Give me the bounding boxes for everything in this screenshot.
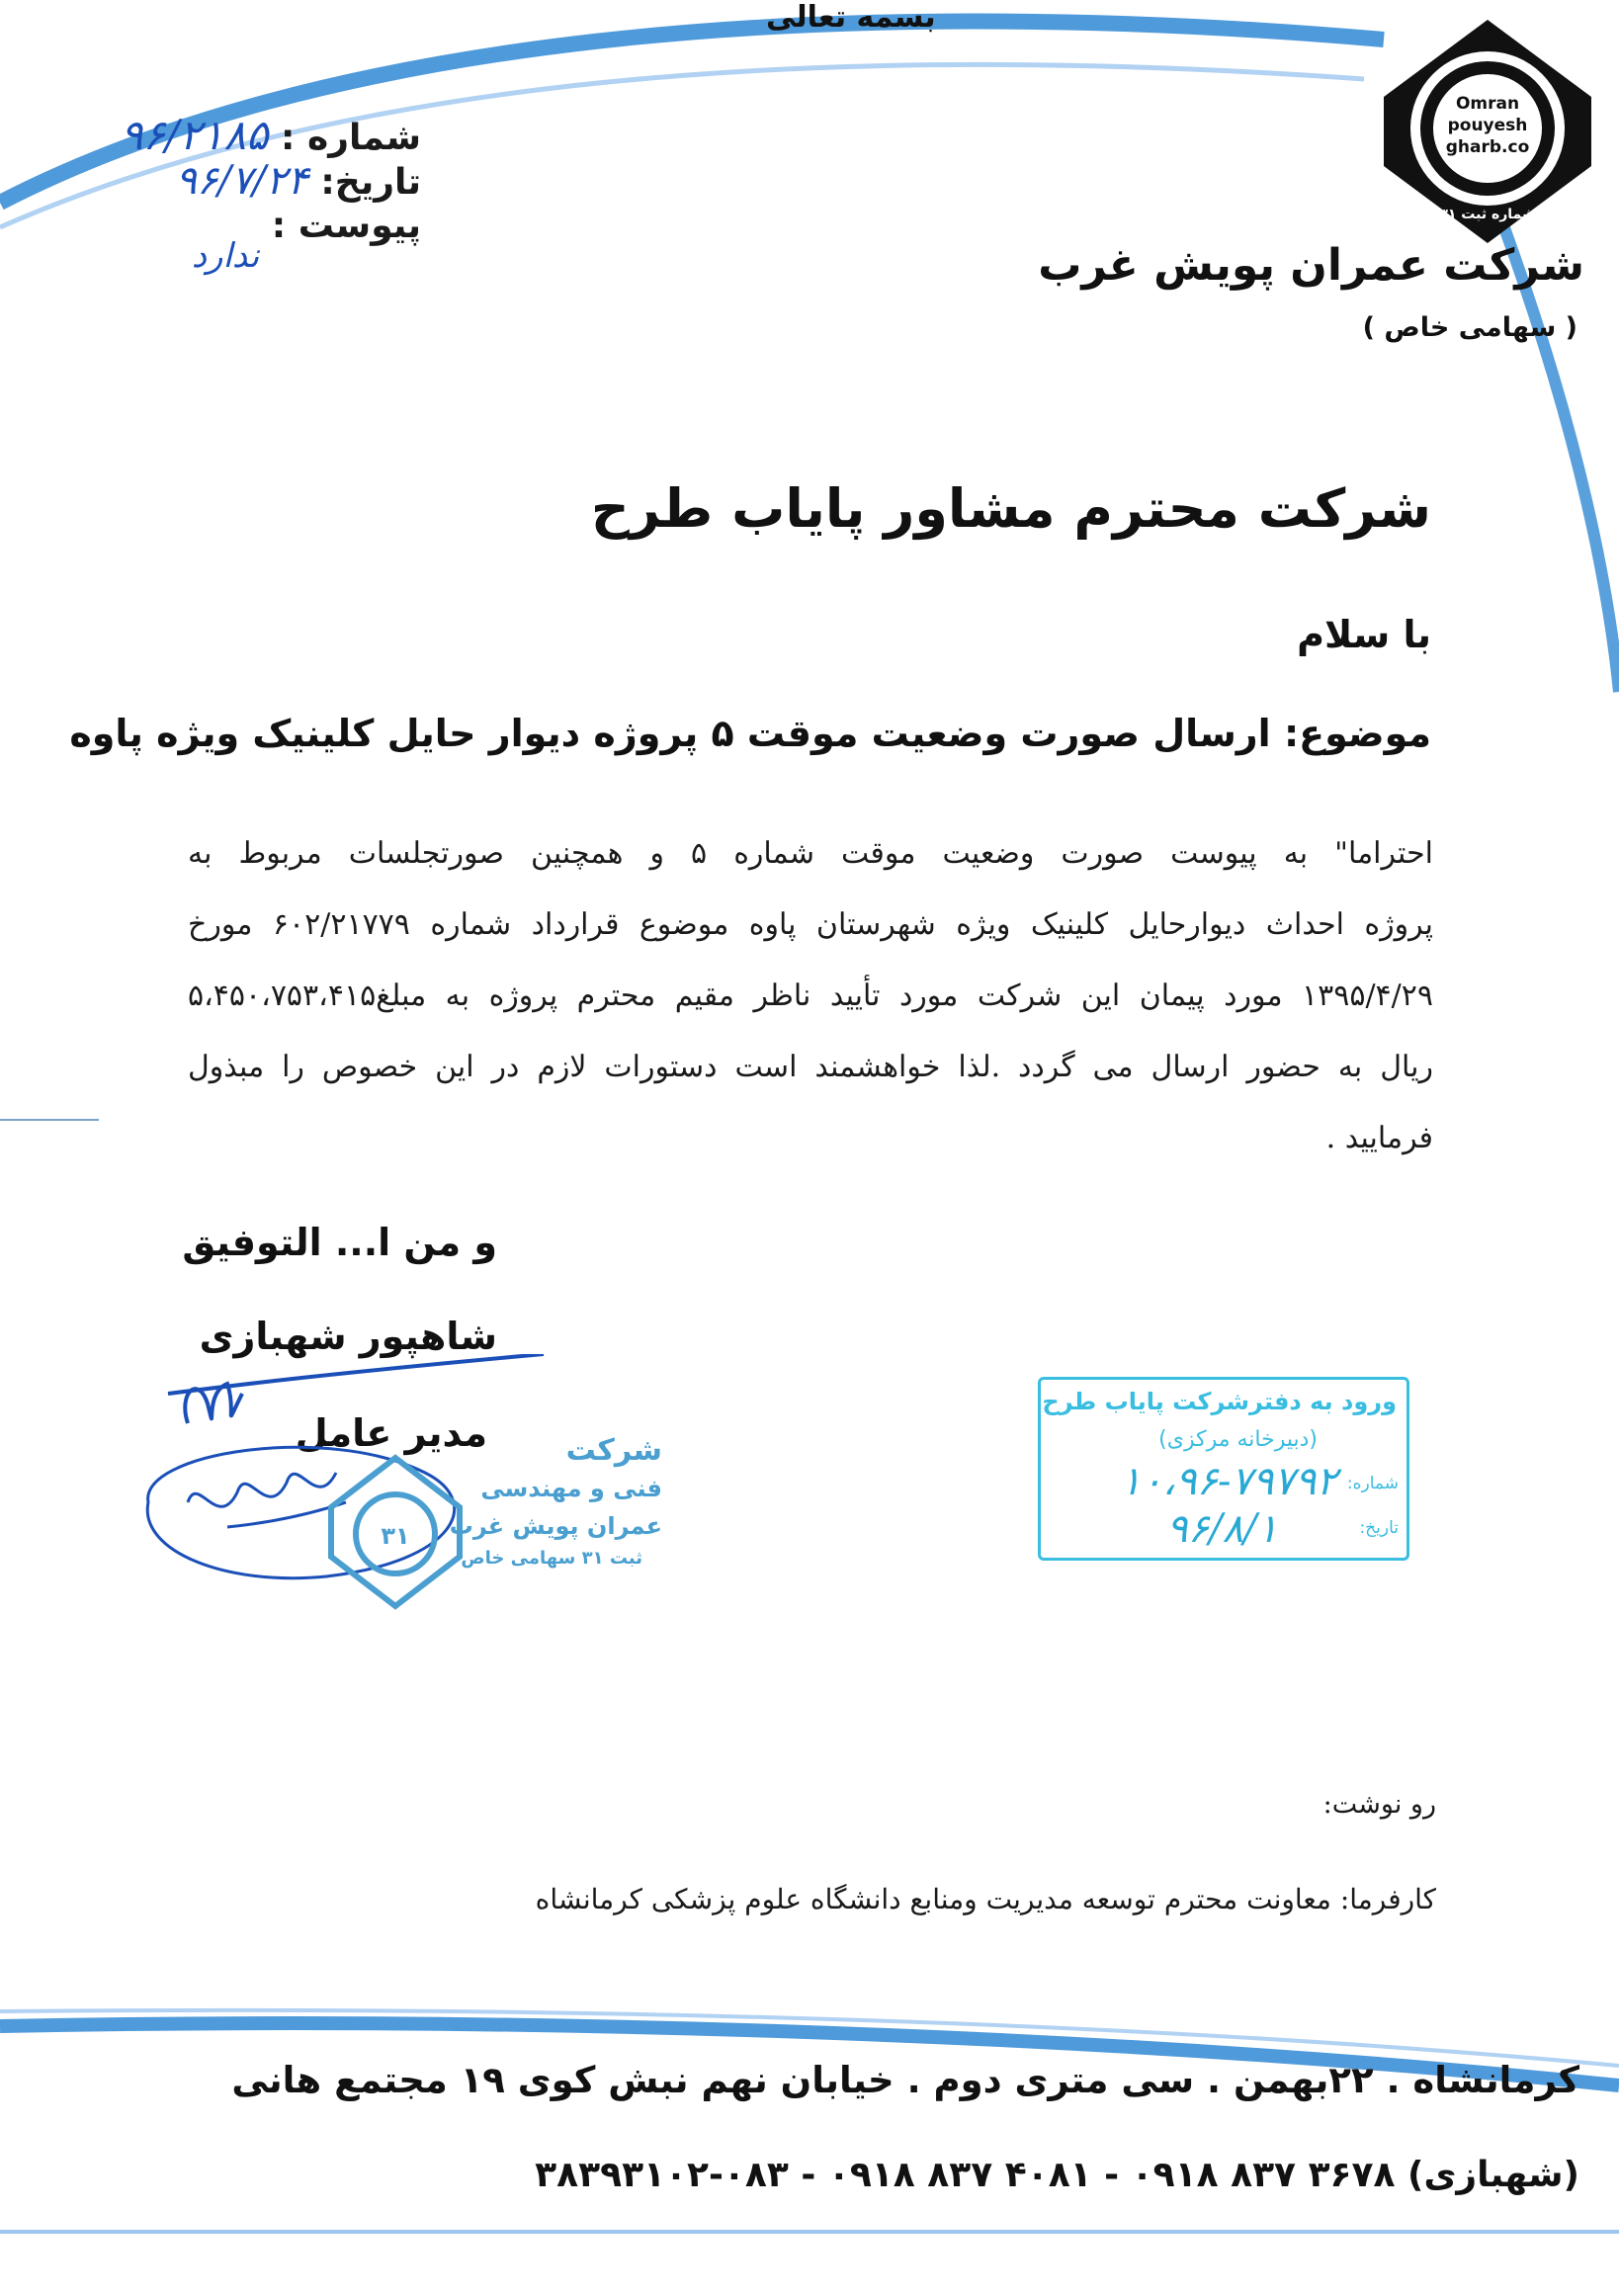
letter-number-row bbox=[121, 111, 421, 159]
bismillah-heading: بسمه تعالی bbox=[766, 0, 936, 35]
seal-line2: فنی و مهندسی bbox=[480, 1475, 662, 1502]
letter-attachment-label: پیوست : bbox=[271, 206, 421, 246]
letter-body bbox=[188, 818, 1433, 1174]
company-logo-icon bbox=[1379, 18, 1596, 247]
letter-number-label: شماره : bbox=[281, 118, 421, 158]
letter-body-line: احتراما" به پیوست صورت وضعیت موقت شماره ۵ و همچنین صورتجلسات مربوط به bbox=[188, 836, 1433, 871]
company-logo bbox=[1379, 18, 1596, 247]
stamp-title: ورود به دفترشرکت پایاب طرح bbox=[1042, 1388, 1397, 1415]
signer-name: شاهپور شهبازی bbox=[199, 1315, 497, 1358]
seal-number: ۳۱ bbox=[381, 1522, 410, 1550]
logo-registration: شماره ثبت ۳۱ bbox=[1439, 207, 1536, 222]
letter-subject: موضوع: ارسال صورت وضعیت موقت ۵ پروژه دیوار حایل کلینیک ویژه پاوه bbox=[69, 712, 1431, 755]
letter-date-label: تاریخ: bbox=[320, 162, 421, 203]
letter-attachment-value: ندارد bbox=[191, 236, 260, 276]
seal-line4: ثبت ۳۱ سهامی خاص bbox=[461, 1548, 642, 1569]
stamp-number-label: شماره: bbox=[1346, 1474, 1399, 1493]
logo-text-line1: Omran bbox=[1455, 94, 1520, 114]
seal-line3: عمران پویش غرب bbox=[449, 1512, 662, 1540]
letter-attachment-row bbox=[191, 206, 421, 276]
company-name: شرکت عمران پویش غرب bbox=[1038, 240, 1584, 291]
stamp-date-value: ۹۶/۸/۱ bbox=[1166, 1506, 1278, 1552]
seal-emblem-icon bbox=[326, 1453, 465, 1611]
letter-date-value: ۹۶/۷/۲۴ bbox=[175, 158, 308, 204]
letter-recipient: شرکت محترم مشاور پایاب طرح bbox=[590, 477, 1431, 540]
letter-greeting: با سلام bbox=[1297, 613, 1431, 656]
cc-title: رو نوشت: bbox=[1322, 1789, 1436, 1820]
letter-number-value: ۹۶/۲۱۸۵ bbox=[120, 111, 269, 159]
stamp-date-label: تاریخ: bbox=[1359, 1518, 1399, 1538]
footer-address: کرمانشاه . ۲۲بهمن . سی متری دوم . خیابان نهم نبش کوی ۱۹ مجتمع هانی bbox=[231, 2059, 1579, 2101]
signer-title: مدیر عامل bbox=[295, 1411, 487, 1455]
letter-body-line: ۱۳۹۵/۴/۲۹ مورد پیمان این شرکت مورد تأیید ناظر مقیم محترم پروژه به مبلغ۵،۴۵۰،۷۵۳،۴۱۵ bbox=[188, 978, 1433, 1013]
company-seal bbox=[326, 1433, 682, 1611]
received-stamp bbox=[1038, 1377, 1409, 1561]
letter-closing: و من ا... التوفیق bbox=[182, 1221, 497, 1264]
cc-recipient: کارفرما: معاونت محترم توسعه مدیریت ومنابع دانشگاه علوم پزشکی کرمانشاه bbox=[535, 1883, 1436, 1915]
logo-text-line3: gharb.co bbox=[1445, 137, 1530, 157]
footer-phones: (شهبازی) ۳۶۷۸ ۸۳۷ ۰۹۱۸ - ۴۰۸۱ ۸۳۷ ۰۹۱۸ - ۰۸۳-۳۸۳۹۳۱۰۲ bbox=[535, 2155, 1579, 2195]
seal-line1: شرکت bbox=[565, 1433, 662, 1468]
letter-body-line: فرمایید . bbox=[1325, 1121, 1433, 1155]
logo-text-line2: pouyesh bbox=[1447, 116, 1528, 135]
stamp-subtitle: (دبیرخانه مرکزی) bbox=[1158, 1427, 1318, 1452]
stamp-number-value: ۱۰،۹۶-۷۹۷۹۲ bbox=[1120, 1459, 1337, 1504]
letter-body-line: پروژه احداث دیوارحایل کلینیک ویژه شهرستان پاوه موضوع قرارداد شماره ۶۰۲/۲۱۷۷۹ مورخ bbox=[188, 907, 1433, 942]
letter-date-row bbox=[175, 158, 421, 204]
company-type: ( سهامی خاص ) bbox=[1362, 312, 1577, 343]
letter-body-line: ریال به حضور ارسال می گردد .لذا خواهشمند است دستورات لازم در این خصوص را مبذول bbox=[188, 1050, 1433, 1084]
